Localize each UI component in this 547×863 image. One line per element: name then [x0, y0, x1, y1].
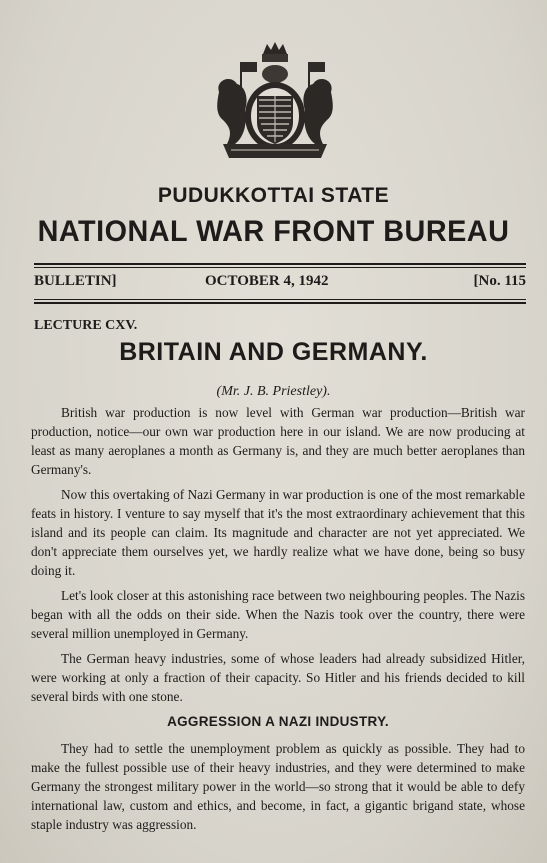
- bulletin-date: OCTOBER 4, 1942: [205, 273, 329, 289]
- royal-coat-of-arms-emblem: [205, 40, 345, 180]
- bulletin-info-row: [34, 273, 526, 295]
- paragraph: Let's look closer at this astonishing race between two neighbouring peoples. The Nazis began with all the odds on their side. When the Nazis took over the country, there were several million unemployed in Germany.: [31, 588, 525, 641]
- lecture-number: LECTURE CXV.: [34, 318, 138, 333]
- bulletin-number: [No. 115: [473, 273, 526, 289]
- article-author: (Mr. J. B. Priestley).: [216, 384, 331, 399]
- paragraph: They had to settle the unemployment problem as quickly as possible. They had to make the fullest possible use of their heavy industries, and they were determined to make Germany the strongest military power in the world—so strong that it would be able to defy international law, custom and ethics, and become, in fact, a gigantic brigand state, whose staple industry was aggression.: [31, 741, 525, 832]
- paragraph: The German heavy industries, some of whose leaders had already subsidized Hitler, were working at only a fraction of their capacity. So Hitler and his friends decided to kill several birds with one stone.: [31, 651, 525, 704]
- header-rule-top: [34, 263, 526, 265]
- section-subheading: AGGRESSION A NAZI INDUSTRY.: [167, 714, 389, 729]
- header-rule-bottom: [34, 302, 526, 304]
- bulletin-label: BULLETIN]: [34, 273, 117, 289]
- paragraph: Now this overtaking of Nazi Germany in war production is one of the most remarkable feats in history. I venture to say myself that it's the most extraordinary achievement that this island and its people can claim. Its magnitude and character are not yet appreciated. We don't appreciate them ourselves yet, we hardly realize what we have done, being so busy doing it.: [31, 487, 525, 578]
- bureau-title: NATIONAL WAR FRONT BUREAU: [37, 215, 510, 248]
- header-rule-bottom-thin: [34, 299, 526, 300]
- header-rule-top-thin: [34, 267, 526, 268]
- article-title: BRITAIN AND GERMANY.: [119, 338, 428, 366]
- article-body: [31, 403, 525, 840]
- paragraph: British war production is now level with German war production—British war production, notice—our own war production here in our island. We are now producing at least as many aeroplanes a month as Germany is, and they are much better aeroplanes than Germany's.: [31, 405, 525, 477]
- state-title: PUDUKKOTTAI STATE: [157, 184, 390, 207]
